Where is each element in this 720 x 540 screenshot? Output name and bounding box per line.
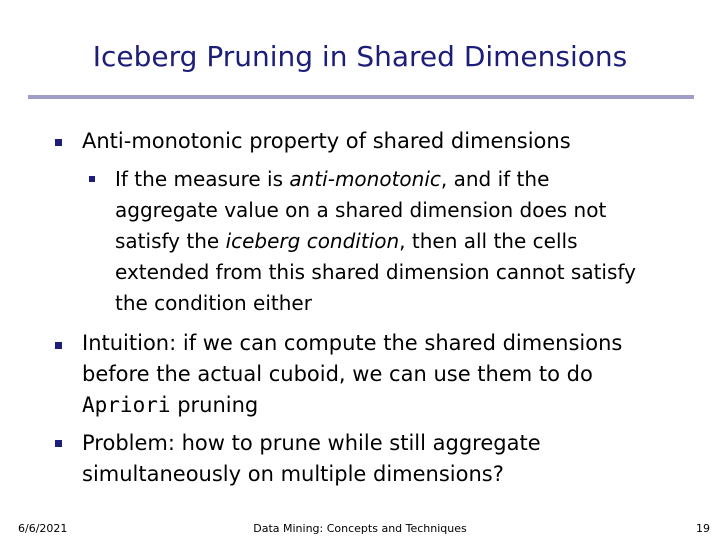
emphasis-iceberg-condition: iceberg condition bbox=[225, 229, 400, 253]
bullet-text-part: pruning bbox=[170, 393, 259, 417]
bullet-2-text bbox=[82, 328, 652, 421]
sub-bullet-text-part: , and if the aggregate value on a shared dimension does not satisfy the bbox=[115, 167, 607, 253]
bullet-3-text: Problem: how to prune while still aggregate simultaneously on multiple dimensions? bbox=[82, 431, 541, 486]
bullet-text-part: Intuition: if we can compute the shared dimensions before the actual cuboid, we can use them to do bbox=[82, 331, 623, 386]
title-underline bbox=[28, 95, 694, 99]
bullet-1-text: Anti-monotonic property of shared dimensions bbox=[82, 129, 571, 153]
sub-bullet-text-part: If the measure is bbox=[115, 167, 290, 191]
footer-date: 6/6/2021 bbox=[18, 522, 68, 535]
bullet-marker bbox=[55, 342, 62, 349]
footer-page-number: 19 bbox=[696, 522, 710, 535]
sub-bullet-text-part: , then all the cells extended from this shared dimension cannot satisfy the condition either bbox=[115, 229, 636, 315]
bullet-marker bbox=[55, 440, 62, 447]
sub-bullet-1-text bbox=[115, 164, 645, 319]
slide-title: Iceberg Pruning in Shared Dimensions bbox=[92, 40, 628, 73]
emphasis-anti-monotonic: anti-monotonic bbox=[289, 167, 441, 191]
bullet-marker bbox=[55, 139, 62, 146]
code-apriori: Apriori bbox=[82, 393, 171, 417]
footer-course: Data Mining: Concepts and Techniques bbox=[253, 522, 467, 535]
sub-bullet-marker bbox=[89, 176, 95, 182]
